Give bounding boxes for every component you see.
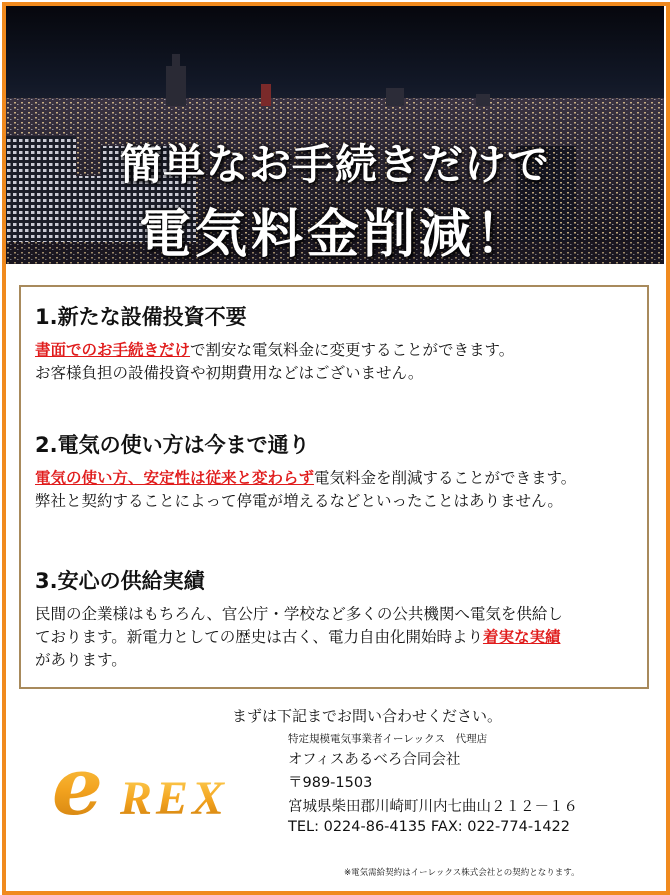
highlight-text: 書面でのお手続きだけ (35, 341, 191, 359)
logo-letters-rex: REX (120, 772, 229, 825)
highlight-text: 電気の使い方、安定性は従来と変わらず (35, 469, 315, 487)
benefit-section-1 (35, 301, 637, 385)
company-name: オフィスあるべろ合同会社 (288, 752, 461, 768)
benefit-section-3 (35, 565, 637, 672)
body-text: があります。 (35, 651, 127, 669)
hero-headline-line1: 簡単なお手続きだけで (119, 140, 550, 189)
section-title: 1.新たな設備投資不要 (35, 305, 247, 329)
body-line (35, 626, 637, 649)
section-title: 3.安心の供給実績 (35, 569, 205, 593)
body-text: で割安な電気料金に変更することができます。 (190, 341, 515, 359)
footnote: ※電気需給契約はイーレックス株式会社との契約となります。 (344, 868, 580, 878)
section-title: 2.電気の使い方は今まで通り (35, 433, 310, 457)
body-line (35, 362, 637, 385)
body-text: ております。新電力としての歴史は古く、電力自由化開始時より (35, 628, 483, 646)
benefits-box (19, 285, 649, 689)
body-text: お客様負担の設備投資や初期費用などはございません。 (35, 364, 424, 382)
inquiry-text: まずは下記までお問い合わせください。 (232, 707, 503, 725)
section-body (35, 467, 637, 513)
body-text: 民間の企業様はもちろん、官公庁・学校など多くの公共機関へ電気を供給し (35, 605, 563, 623)
body-line (35, 339, 637, 362)
address: 宮城県柴田郡川崎町川内七曲山２１２－１６ (288, 799, 578, 815)
postal-code: 〒989-1503 (288, 775, 373, 791)
body-line (35, 649, 637, 672)
hero-banner (6, 6, 664, 264)
section-body (35, 339, 637, 385)
body-line (35, 490, 637, 513)
erex-logo (50, 748, 270, 828)
phone-fax: TEL: 0224-86-4135 FAX: 022-774-1422 (288, 819, 570, 835)
body-text: 電気料金を削減することができます。 (314, 469, 577, 487)
body-line (35, 467, 637, 490)
body-line (35, 603, 637, 626)
body-text: 弊社と契約することによって停電が増えるなどといったことはありません。 (35, 492, 563, 510)
section-body (35, 603, 637, 672)
agent-label: 特定規模電気事業者イーレックス 代理店 (288, 733, 488, 745)
hero-headline-line2: 電気料金削減！ (138, 205, 531, 264)
benefit-section-2 (35, 429, 637, 513)
highlight-text: 着実な実績 (482, 628, 561, 646)
logo-letter-e: e (52, 748, 103, 828)
